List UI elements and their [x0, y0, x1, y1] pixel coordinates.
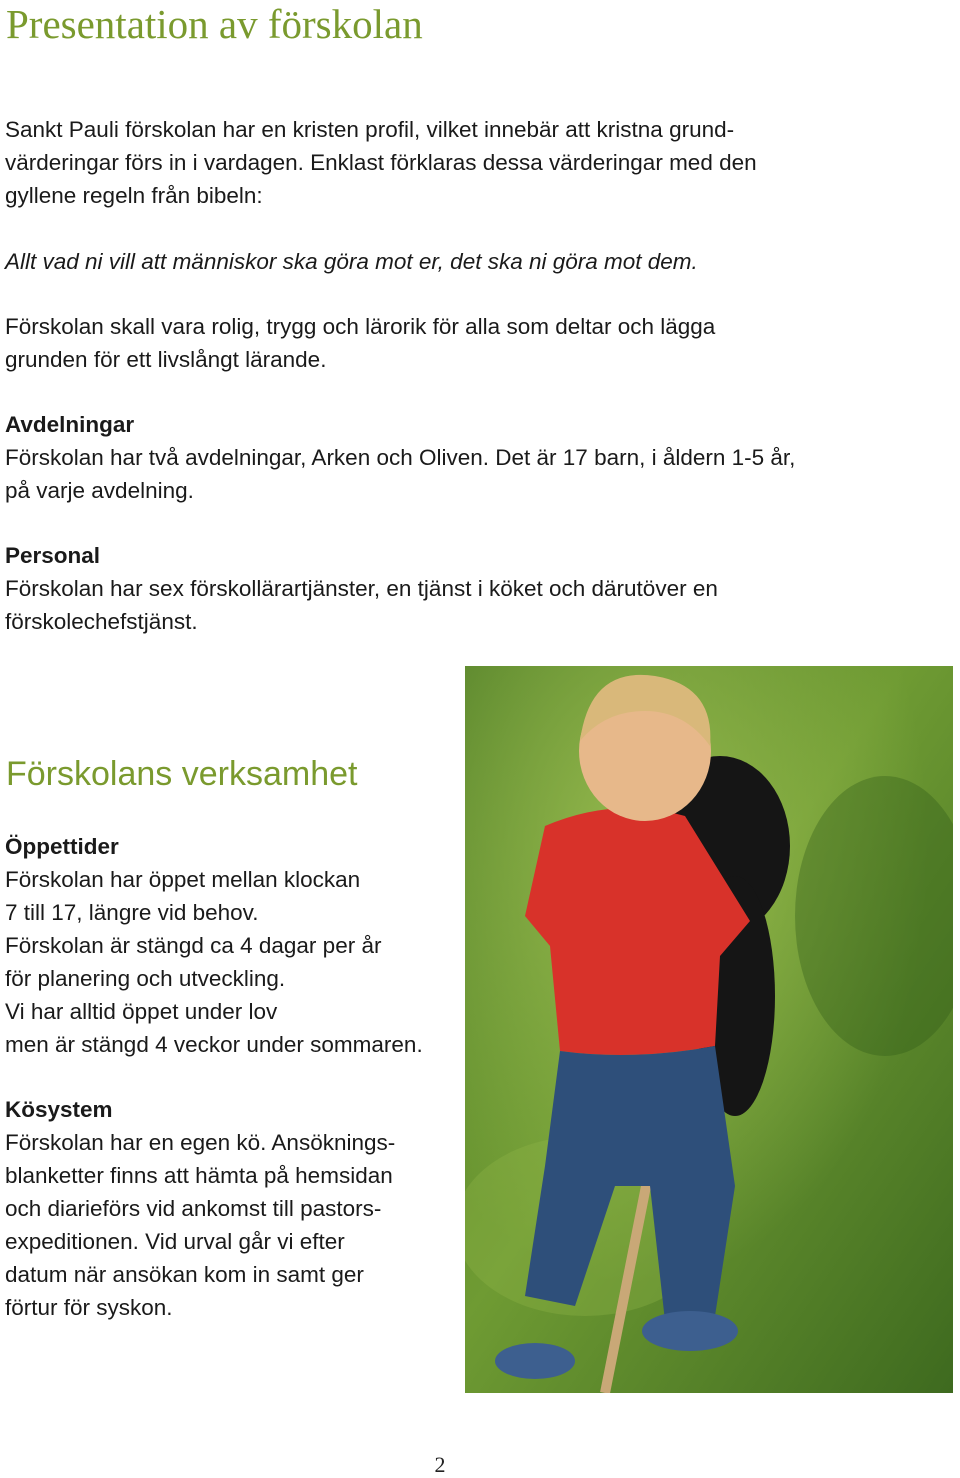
- oppettider-section: [5, 830, 465, 1061]
- oppettider-line: Förskolan är stängd ca 4 dagar per år: [5, 933, 382, 958]
- oppettider-line: Förskolan har öppet mellan klockan: [5, 867, 361, 892]
- intro-paragraph: [5, 113, 905, 212]
- personal-heading: Personal: [5, 543, 101, 568]
- personal-line: Förskolan har sex förskollärartjänster, en tjänst i köket och därutöver en: [5, 576, 718, 601]
- intro-line: Sankt Pauli förskolan har en kristen profil, vilket innebär att kristna grund-: [5, 117, 735, 142]
- intro-line: gyllene regeln från bibeln:: [5, 183, 263, 208]
- kosystem-line: Förskolan har en egen kö. Ansöknings-: [5, 1130, 396, 1155]
- kosystem-line: expeditionen. Vid urval går vi efter: [5, 1229, 345, 1254]
- goal-line: grunden för ett livslångt lärande.: [5, 347, 327, 372]
- personal-line: förskolechefstjänst.: [5, 609, 198, 634]
- personal-section: [5, 539, 905, 638]
- kosystem-section: [5, 1093, 465, 1324]
- avdelningar-line: på varje avdelning.: [5, 478, 194, 503]
- oppettider-line: Vi har alltid öppet under lov: [5, 999, 278, 1024]
- kosystem-line: och diarieförs vid ankomst till pastors-: [5, 1196, 382, 1221]
- kosystem-line: blanketter finns att hämta på hemsidan: [5, 1163, 393, 1188]
- page-title: Presentation av förskolan: [6, 1, 423, 47]
- kosystem-heading: Kösystem: [5, 1097, 113, 1122]
- page-number: 2: [434, 1452, 446, 1477]
- oppettider-line: för planering och utveckling.: [5, 966, 286, 991]
- child-photo: [465, 666, 953, 1393]
- kosystem-line: förtur för syskon.: [5, 1295, 173, 1320]
- goal-line: Förskolan skall vara rolig, trygg och lärorik för alla som deltar och lägga: [5, 314, 716, 339]
- intro-line: värderingar förs in i vardagen. Enklast förklaras dessa värderingar med den: [5, 150, 757, 175]
- goal-paragraph: [5, 310, 905, 376]
- section-title: Förskolans verksamhet: [6, 755, 358, 793]
- avdelningar-section: [5, 408, 905, 507]
- avdelningar-line: Förskolan har två avdelningar, Arken och Oliven. Det är 17 barn, i åldern 1-5 år,: [5, 445, 796, 470]
- oppettider-line: 7 till 17, längre vid behov.: [5, 900, 259, 925]
- golden-rule-quote: Allt vad ni vill att människor ska göra mot er, det ska ni göra mot dem.: [5, 249, 698, 274]
- kosystem-line: datum när ansökan kom in samt ger: [5, 1262, 364, 1287]
- oppettider-line: men är stängd 4 veckor under sommaren.: [5, 1032, 423, 1057]
- oppettider-heading: Öppettider: [5, 834, 119, 859]
- avdelningar-heading: Avdelningar: [5, 412, 135, 437]
